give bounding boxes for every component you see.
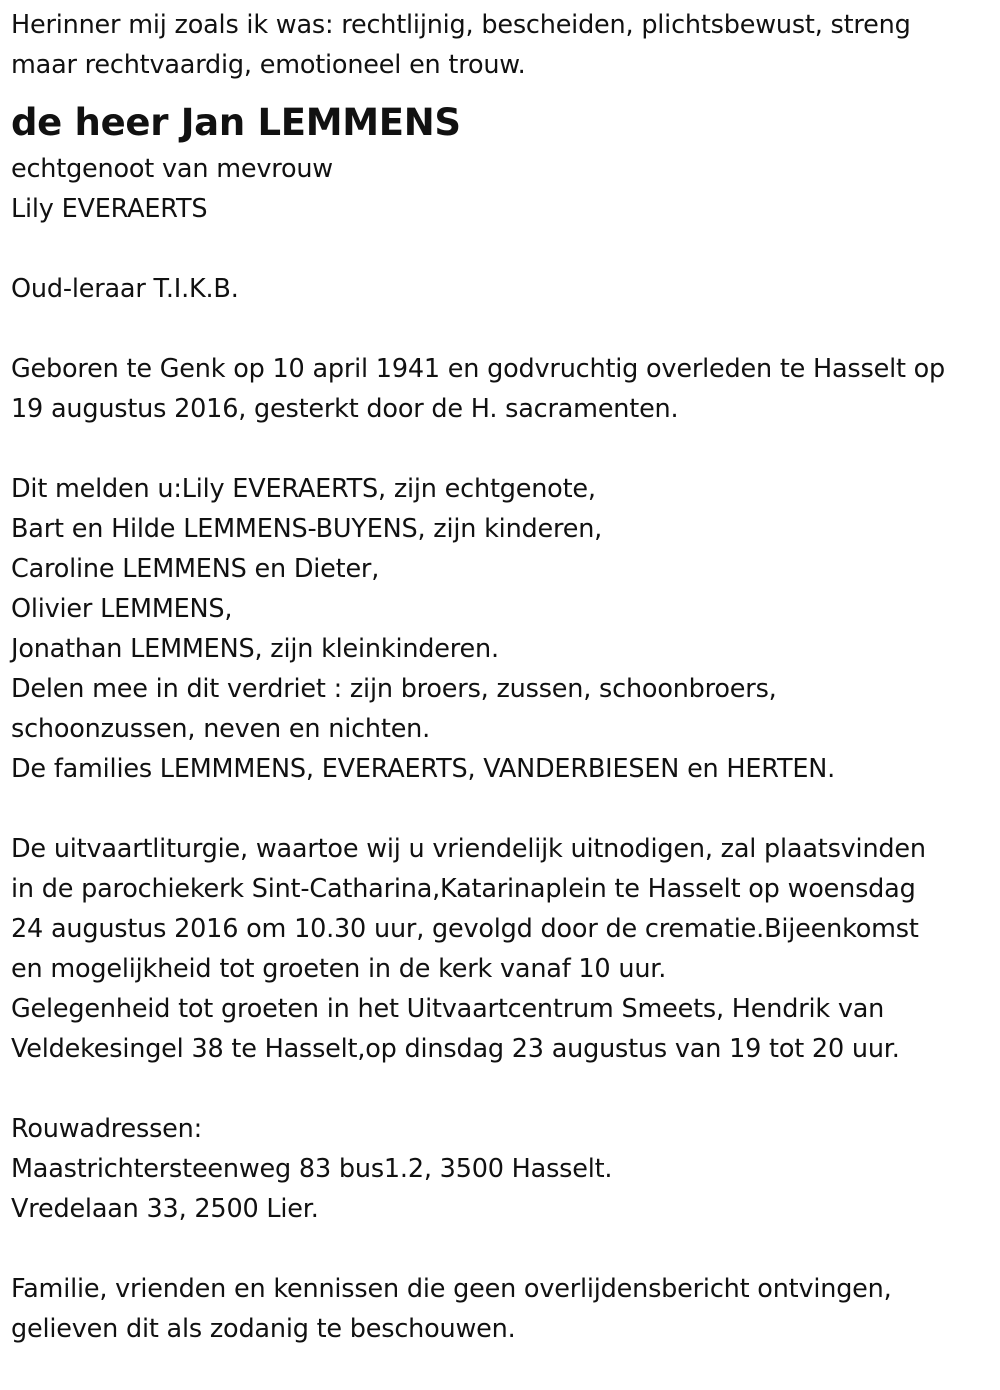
- address-line: Maastrichtersteenweg 83 bus1.2, 3500 Hasselt.: [11, 1154, 613, 1184]
- funeral-line: De uitvaartliturgie, waartoe wij u vriendelijk uitnodigen, zal plaatsvinden: [11, 834, 926, 864]
- funeral-line: en mogelijkheid tot groeten in de kerk vanaf 10 uur.: [11, 954, 667, 984]
- spouse-line: echtgenoot van mevrouw: [11, 154, 333, 184]
- birth-death-line: 19 augustus 2016, gesterkt door de H. sacramenten.: [11, 394, 679, 424]
- funeral-section: [11, 829, 996, 1069]
- closing-line: Familie, vrienden en kennissen die geen overlijdensbericht ontvingen,: [11, 1274, 892, 1304]
- address-line: Vredelaan 33, 2500 Lier.: [11, 1194, 319, 1224]
- profession: Oud-leraar T.I.K.B.: [11, 274, 239, 304]
- deceased-name: de heer Jan LEMMENS: [11, 101, 461, 144]
- family-line: Jonathan LEMMENS, zijn kleinkinderen.: [11, 634, 499, 664]
- obituary-notice: [11, 0, 996, 1349]
- family-line: De families LEMMMENS, EVERAERTS, VANDERBIESEN en HERTEN.: [11, 754, 836, 784]
- spacer: [11, 309, 996, 349]
- funeral-line: in de parochiekerk Sint-Catharina,Katarinaplein te Hasselt op woensdag: [11, 874, 916, 904]
- birth-death-line: Geboren te Genk op 10 april 1941 en godvruchtig overleden te Hasselt op: [11, 354, 946, 384]
- closing-section: [11, 1269, 996, 1349]
- quote-line: maar rechtvaardig, emotioneel en trouw.: [11, 50, 526, 80]
- closing-line: gelieven dit als zodanig te beschouwen.: [11, 1314, 516, 1344]
- spouse-section: [11, 149, 996, 229]
- spacer: [11, 789, 996, 829]
- family-line: Olivier LEMMENS,: [11, 594, 233, 624]
- spacer: [11, 1229, 996, 1269]
- funeral-line: 24 augustus 2016 om 10.30 uur, gevolgd door de crematie.Bijeenkomst: [11, 914, 919, 944]
- funeral-line: Veldekesingel 38 te Hasselt,op dinsdag 23 augustus van 19 tot 20 uur.: [11, 1034, 900, 1064]
- addresses-section: [11, 1109, 996, 1229]
- address-heading: Rouwadressen:: [11, 1114, 203, 1144]
- family-line: Caroline LEMMENS en Dieter,: [11, 554, 380, 584]
- family-line: schoonzussen, neven en nichten.: [11, 714, 431, 744]
- family-line: Bart en Hilde LEMMENS-BUYENS, zijn kinderen,: [11, 514, 603, 544]
- family-line: Delen mee in dit verdriet : zijn broers, zussen, schoonbroers,: [11, 674, 777, 704]
- funeral-line: Gelegenheid tot groeten in het Uitvaartcentrum Smeets, Hendrik van: [11, 994, 885, 1024]
- quote-section: [11, 5, 996, 85]
- spacer: [11, 429, 996, 469]
- quote-line: Herinner mij zoals ik was: rechtlijnig, bescheiden, plichtsbewust, streng: [11, 10, 911, 40]
- spouse-line: Lily EVERAERTS: [11, 194, 208, 224]
- birth-death-section: [11, 349, 996, 429]
- spacer: [11, 229, 996, 269]
- family-section: [11, 469, 996, 789]
- spacer: [11, 1069, 996, 1109]
- family-line: Dit melden u:Lily EVERAERTS, zijn echtgenote,: [11, 474, 596, 504]
